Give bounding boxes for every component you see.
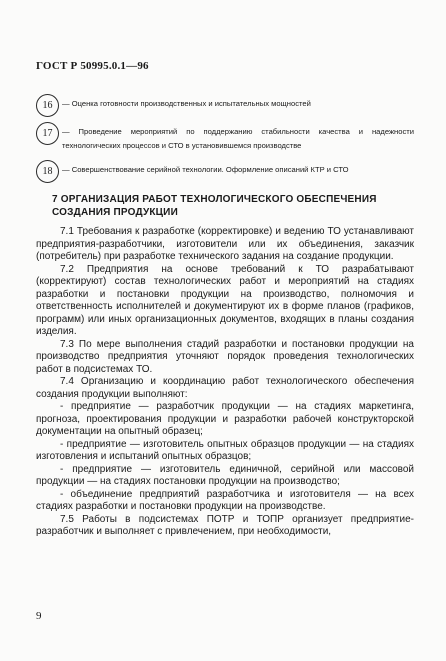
step-text: — Оценка готовности производственных и испытательных мощностей: [62, 99, 311, 108]
list-item: - предприятие — изготовитель опытных образцов продукции — на стадиях изготовления и испытаний опытных образцов;: [36, 438, 414, 462]
paragraph-7-1: 7.1 Требования к разработке (корректировке) и ведению ТО устанавливают предприятия-разработчики, изготовители или их объединения, заказчик (потребитель) при разработке технического задания на создание продукции.: [36, 226, 414, 262]
step-16: [36, 94, 414, 116]
step-text: — Проведение мероприятий по поддержанию стабильности качества и надежности технологических процессов и СТО в установившемся производстве: [62, 127, 414, 150]
list-item: - предприятие — разработчик продукции — на стадиях маркетинга, прогноза, проектирования продукции и разработки рабочей конструкторской документации на опытный образец;: [36, 401, 414, 437]
section-body: [36, 226, 414, 539]
step-number: 17: [36, 122, 59, 145]
section-title: 7 ОРГАНИЗАЦИЯ РАБОТ ТЕХНОЛОГИЧЕСКОГО ОБЕСПЕЧЕНИЯ СОЗДАНИЯ ПРОДУКЦИИ: [52, 194, 377, 218]
paragraph-7-5: 7.5 Работы в подсистемах ПОТР и ТОПР организует предприятие-разработчик и выполняет с привлечением, при необходимости,: [36, 513, 414, 537]
paragraph-7-2: 7.2 Предприятия на основе требований к ТО разрабатывают (корректируют) состав технологических работ и мероприятий на стадиях разработки и постановки продукции на производство, полномочия и ответственность исполнителей и документируют их в форме планов (графиков, программ) или иных организационных документов, входящих в планы создания изделия.: [36, 263, 414, 337]
list-item: - объединение предприятий разработчика и изготовителя — на всех стадиях разработки и постановки продукции на производстве.: [36, 488, 414, 512]
document-header: ГОСТ Р 50995.0.1—96: [36, 60, 149, 72]
step-number: 18: [36, 160, 59, 183]
step-18: [36, 160, 414, 182]
paragraph-7-3: 7.3 По мере выполнения стадий разработки и постановки продукции на производство предприятия уточняют порядок проведения технологических работ в подсистемах ТО.: [36, 338, 414, 375]
step-text: — Совершенствование серийной технологии. Оформление описаний КТР и СТО: [62, 165, 349, 174]
paragraph-7-4: 7.4 Организацию и координацию работ технологического обеспечения создания продукции выполняют:: [36, 376, 414, 400]
step-number: 16: [36, 94, 59, 117]
list-item: - предприятие — изготовитель единичной, серийной или массовой продукции — на стадиях постановки продукции на производство;: [36, 463, 414, 487]
step-17: [36, 122, 414, 152]
page-number: 9: [36, 610, 42, 622]
